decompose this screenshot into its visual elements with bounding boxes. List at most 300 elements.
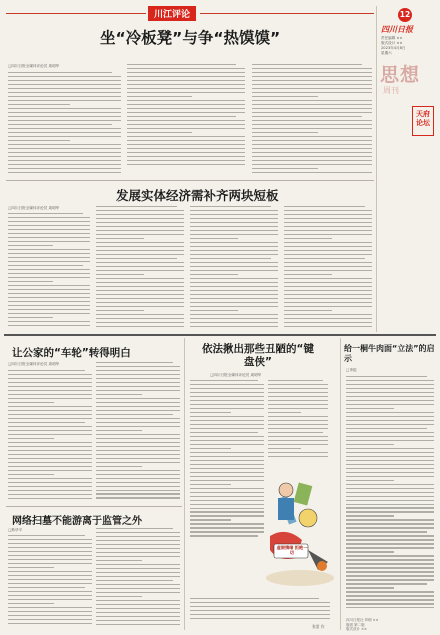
text-line xyxy=(96,254,184,255)
text-line xyxy=(96,238,144,239)
text-line xyxy=(190,488,264,489)
text-line xyxy=(8,382,92,383)
text-line xyxy=(252,144,372,145)
text-line xyxy=(8,136,121,137)
text-line xyxy=(190,412,231,413)
text-line xyxy=(96,458,180,459)
text-line xyxy=(96,568,180,569)
text-line xyxy=(284,206,365,207)
text-line xyxy=(284,266,372,267)
text-line xyxy=(8,72,112,73)
masthead-meta xyxy=(381,36,431,56)
text-line xyxy=(8,172,121,173)
text-line xyxy=(8,482,92,483)
text-line xyxy=(284,318,372,319)
text-line xyxy=(8,623,92,624)
text-line xyxy=(284,322,372,323)
article-2-text-col-1 xyxy=(8,213,90,331)
text-line xyxy=(8,297,90,298)
text-line xyxy=(190,254,278,255)
text-line xyxy=(8,108,121,109)
forum-stamp: 天府论坛 xyxy=(412,106,434,136)
text-line xyxy=(96,286,184,287)
text-line xyxy=(8,378,92,379)
text-line xyxy=(127,68,245,69)
text-line xyxy=(190,602,330,603)
text-line xyxy=(8,140,70,141)
text-line xyxy=(8,466,92,467)
text-line xyxy=(127,156,245,157)
text-line xyxy=(127,128,245,129)
text-line xyxy=(346,595,434,596)
text-line xyxy=(96,318,184,319)
meta-line: 版式设计 ×× xyxy=(381,41,403,45)
text-line xyxy=(252,64,362,65)
text-line xyxy=(127,100,245,101)
text-line xyxy=(346,511,434,512)
text-line xyxy=(190,440,264,441)
text-line xyxy=(346,587,394,588)
text-line xyxy=(190,274,238,275)
text-line xyxy=(96,290,184,291)
text-line xyxy=(96,592,180,593)
article-2-headline: 发展实体经济需补齐两块短板 xyxy=(116,188,279,203)
text-line xyxy=(190,508,264,509)
text-line xyxy=(8,446,92,447)
article-4-byline: □四川日报全媒体评论员 周明华 xyxy=(210,373,262,377)
text-line xyxy=(8,80,121,81)
footer-info xyxy=(346,618,436,632)
text-line xyxy=(96,462,180,463)
text-line xyxy=(96,540,180,541)
text-line xyxy=(8,470,92,471)
text-line xyxy=(252,96,318,97)
text-line xyxy=(284,242,372,243)
text-line xyxy=(8,104,70,105)
text-line xyxy=(252,160,372,161)
meta-line: 责任编辑 ×× xyxy=(381,36,403,40)
text-line xyxy=(190,511,264,512)
text-line xyxy=(284,238,332,239)
text-line xyxy=(8,160,121,161)
text-line xyxy=(190,242,278,243)
text-line xyxy=(268,404,328,405)
article-1-text-col-2 xyxy=(127,64,245,168)
text-line xyxy=(284,270,372,271)
text-line xyxy=(346,579,434,580)
text-line xyxy=(8,281,53,282)
text-line xyxy=(268,428,328,429)
text-line xyxy=(8,394,92,395)
text-line xyxy=(8,442,92,443)
text-line xyxy=(190,326,278,327)
text-line xyxy=(346,551,394,552)
text-line xyxy=(284,218,372,219)
article-4-text-col-2 xyxy=(268,380,328,460)
text-line xyxy=(96,374,180,375)
article-1-text-col-3 xyxy=(252,64,372,176)
text-line xyxy=(127,132,192,133)
text-line xyxy=(96,222,184,223)
text-line xyxy=(346,476,434,477)
text-line xyxy=(252,140,372,141)
text-line xyxy=(127,152,245,153)
text-line xyxy=(252,80,372,81)
text-line xyxy=(346,396,434,397)
text-line xyxy=(8,168,121,169)
text-line xyxy=(96,266,184,267)
text-line xyxy=(127,96,192,97)
text-line xyxy=(96,242,184,243)
column-tag: 川江评论 xyxy=(148,6,196,21)
text-line xyxy=(8,595,92,596)
article-3-text-col-2 xyxy=(96,362,180,502)
text-line xyxy=(8,217,90,218)
text-line xyxy=(190,527,264,528)
text-line xyxy=(346,603,434,604)
text-line xyxy=(190,535,258,536)
text-line xyxy=(190,278,278,279)
article-6-headline: 网络扫墓不能游离于监管之外 xyxy=(12,516,142,527)
text-line xyxy=(346,575,434,576)
text-line xyxy=(8,414,92,415)
text-line xyxy=(190,531,264,532)
article-3-text-col-1 xyxy=(8,370,92,502)
text-line xyxy=(8,374,92,375)
text-line xyxy=(8,148,121,149)
text-line xyxy=(190,210,278,211)
article-4-text-col-1 xyxy=(190,380,264,540)
text-line xyxy=(96,262,184,263)
text-line xyxy=(8,120,121,121)
text-line xyxy=(8,92,121,93)
text-line xyxy=(8,490,92,491)
text-line xyxy=(190,416,264,417)
text-line xyxy=(8,430,92,431)
text-line xyxy=(190,468,264,469)
text-line xyxy=(8,579,92,580)
text-line xyxy=(96,362,173,363)
text-line xyxy=(190,322,278,323)
text-line xyxy=(8,100,121,101)
text-line xyxy=(8,128,121,129)
text-line xyxy=(96,214,184,215)
text-line xyxy=(96,493,180,494)
text-line xyxy=(252,100,372,101)
text-line xyxy=(127,164,245,165)
text-line xyxy=(268,416,328,417)
text-line xyxy=(346,484,434,485)
article-4-headline: 依法揪出那些丑陋的“键盘侠” xyxy=(202,343,314,368)
text-line xyxy=(346,412,434,413)
text-line xyxy=(284,302,372,303)
text-line xyxy=(268,388,328,389)
text-line xyxy=(96,294,184,295)
header-rule xyxy=(200,13,374,14)
text-line xyxy=(284,306,372,307)
text-line xyxy=(268,412,301,413)
text-line xyxy=(346,376,427,377)
text-line xyxy=(8,152,121,153)
text-line xyxy=(96,450,180,451)
text-line xyxy=(8,88,121,89)
article-3-byline: □四川日报全媒体评论员 周明华 xyxy=(8,362,60,366)
text-line xyxy=(8,277,90,278)
text-line xyxy=(96,282,184,283)
text-line xyxy=(8,317,53,318)
text-line xyxy=(268,432,323,433)
text-line xyxy=(346,428,427,429)
divider xyxy=(4,334,436,336)
text-line xyxy=(346,464,434,465)
text-line xyxy=(96,620,180,621)
text-line xyxy=(268,456,328,457)
text-line xyxy=(96,564,180,565)
text-line xyxy=(127,124,245,125)
text-line xyxy=(96,406,180,407)
text-line xyxy=(284,226,372,227)
text-line xyxy=(8,213,83,214)
text-line xyxy=(268,448,301,449)
text-line xyxy=(252,108,372,109)
text-line xyxy=(346,384,434,385)
text-line xyxy=(190,408,264,409)
text-line xyxy=(8,285,90,286)
text-line xyxy=(252,148,372,149)
text-line xyxy=(8,156,121,157)
meta-line: 2023年4月8日 xyxy=(381,46,406,50)
text-line xyxy=(96,366,180,367)
text-line xyxy=(346,531,427,532)
text-line xyxy=(190,496,264,497)
text-line xyxy=(346,539,434,540)
text-line xyxy=(190,226,278,227)
text-line xyxy=(96,230,184,231)
text-line xyxy=(284,254,372,255)
text-line xyxy=(96,410,180,411)
article-2-byline: □四川日报全媒体评论员 周明华 xyxy=(8,206,60,210)
text-line xyxy=(96,572,180,573)
section-subtitle: 周刊 xyxy=(383,86,399,95)
article-1-headline: 坐“冷板凳”与争“热馍馍” xyxy=(100,29,281,47)
meta-line: 星期六 xyxy=(381,51,392,55)
text-line xyxy=(190,310,238,311)
text-line xyxy=(346,432,434,433)
text-line xyxy=(268,444,328,445)
text-line xyxy=(252,128,372,129)
text-line xyxy=(96,402,180,403)
text-line xyxy=(8,237,90,238)
text-line xyxy=(8,478,92,479)
text-line xyxy=(127,72,245,73)
text-line xyxy=(96,438,180,439)
text-line xyxy=(190,519,231,520)
text-line xyxy=(96,608,180,609)
text-line xyxy=(8,575,92,576)
text-line xyxy=(346,559,434,560)
text-line xyxy=(190,452,264,453)
text-line xyxy=(190,448,231,449)
text-line xyxy=(8,76,121,77)
text-line xyxy=(8,144,121,145)
text-line xyxy=(284,278,372,279)
divider xyxy=(6,180,374,181)
text-line xyxy=(190,610,330,611)
text-line xyxy=(346,436,434,437)
text-line xyxy=(96,446,180,447)
text-line xyxy=(252,76,372,77)
text-line xyxy=(8,225,90,226)
text-line xyxy=(8,265,83,266)
article-2-text-col-2 xyxy=(96,206,184,330)
text-line xyxy=(284,274,332,275)
text-line xyxy=(8,426,92,427)
text-line xyxy=(252,156,372,157)
text-line xyxy=(190,460,264,461)
text-line xyxy=(8,398,92,399)
text-line xyxy=(252,84,372,85)
text-line xyxy=(8,269,90,270)
text-line xyxy=(8,535,85,536)
text-line xyxy=(8,221,90,222)
text-line xyxy=(8,293,90,294)
text-line xyxy=(8,309,90,310)
text-line xyxy=(190,396,264,397)
text-line xyxy=(8,619,92,620)
text-line xyxy=(190,618,330,619)
text-line xyxy=(190,290,278,291)
text-line xyxy=(96,270,184,271)
text-line xyxy=(96,274,144,275)
article-4-text-col-3 xyxy=(190,598,330,622)
text-line xyxy=(190,392,264,393)
text-line xyxy=(190,436,264,437)
text-line xyxy=(252,104,372,105)
text-line xyxy=(127,148,245,149)
text-line xyxy=(284,214,372,215)
text-line xyxy=(268,424,328,425)
text-line xyxy=(96,278,184,279)
text-line xyxy=(96,490,180,491)
text-line xyxy=(268,396,328,397)
text-line xyxy=(96,258,177,259)
section-title: 思想 xyxy=(380,64,421,86)
text-line xyxy=(284,230,372,231)
article-1-byline: □四川日报全媒体评论员 周明华 xyxy=(8,64,60,68)
text-line xyxy=(96,536,180,537)
text-line xyxy=(252,92,372,93)
text-line xyxy=(190,258,271,259)
text-line xyxy=(346,543,434,544)
text-line xyxy=(252,136,372,137)
text-line xyxy=(346,607,434,608)
text-line xyxy=(268,380,323,381)
text-line xyxy=(190,262,278,263)
text-line xyxy=(96,306,184,307)
text-line xyxy=(96,548,180,549)
text-line xyxy=(346,500,434,501)
text-line xyxy=(127,108,245,109)
text-line xyxy=(8,555,92,556)
text-line xyxy=(96,497,180,498)
text-line xyxy=(190,388,264,389)
text-line xyxy=(268,440,328,441)
text-line xyxy=(8,229,90,230)
text-line xyxy=(190,246,278,247)
text-line xyxy=(190,523,264,524)
text-line xyxy=(346,400,434,401)
text-line xyxy=(346,408,394,409)
text-line xyxy=(127,144,245,145)
text-line xyxy=(190,318,278,319)
text-line xyxy=(96,398,180,399)
text-line xyxy=(268,384,328,385)
text-line xyxy=(346,424,434,425)
text-line xyxy=(346,456,434,457)
text-line xyxy=(284,246,372,247)
text-line xyxy=(8,370,85,371)
text-line xyxy=(8,498,92,499)
text-line xyxy=(96,576,180,577)
text-line xyxy=(8,539,92,540)
text-line xyxy=(8,325,90,326)
text-line xyxy=(96,326,184,327)
text-line xyxy=(96,218,184,219)
text-line xyxy=(8,132,121,133)
text-line xyxy=(96,370,180,371)
text-line xyxy=(268,452,328,453)
text-line xyxy=(190,400,264,401)
text-line xyxy=(190,294,278,295)
text-line xyxy=(190,404,264,405)
text-line xyxy=(190,420,264,421)
text-line xyxy=(96,226,184,227)
text-line xyxy=(284,210,372,211)
text-line xyxy=(252,88,372,89)
text-line xyxy=(190,504,264,505)
text-line xyxy=(268,420,328,421)
text-line xyxy=(96,454,180,455)
text-line xyxy=(284,250,372,251)
text-line xyxy=(96,426,180,427)
text-line xyxy=(8,563,92,564)
text-line xyxy=(190,484,231,485)
text-line xyxy=(96,624,180,625)
text-line xyxy=(346,563,434,564)
text-line xyxy=(8,410,92,411)
text-line xyxy=(8,454,92,455)
text-line xyxy=(127,104,245,105)
text-line xyxy=(268,400,328,401)
text-line xyxy=(96,466,142,467)
column-divider xyxy=(340,338,341,630)
text-line xyxy=(8,603,54,604)
text-line xyxy=(8,164,121,165)
text-line xyxy=(284,262,372,263)
text-line xyxy=(127,120,245,121)
text-line xyxy=(252,120,372,121)
text-line xyxy=(268,436,328,437)
article-2-text-col-4 xyxy=(284,206,372,330)
text-line xyxy=(96,482,180,483)
text-line xyxy=(190,614,330,615)
text-line xyxy=(8,474,54,475)
text-line xyxy=(284,282,372,283)
text-line xyxy=(96,210,184,211)
text-line xyxy=(8,116,121,117)
text-line xyxy=(252,172,372,173)
article-2-text-col-3 xyxy=(190,206,278,330)
